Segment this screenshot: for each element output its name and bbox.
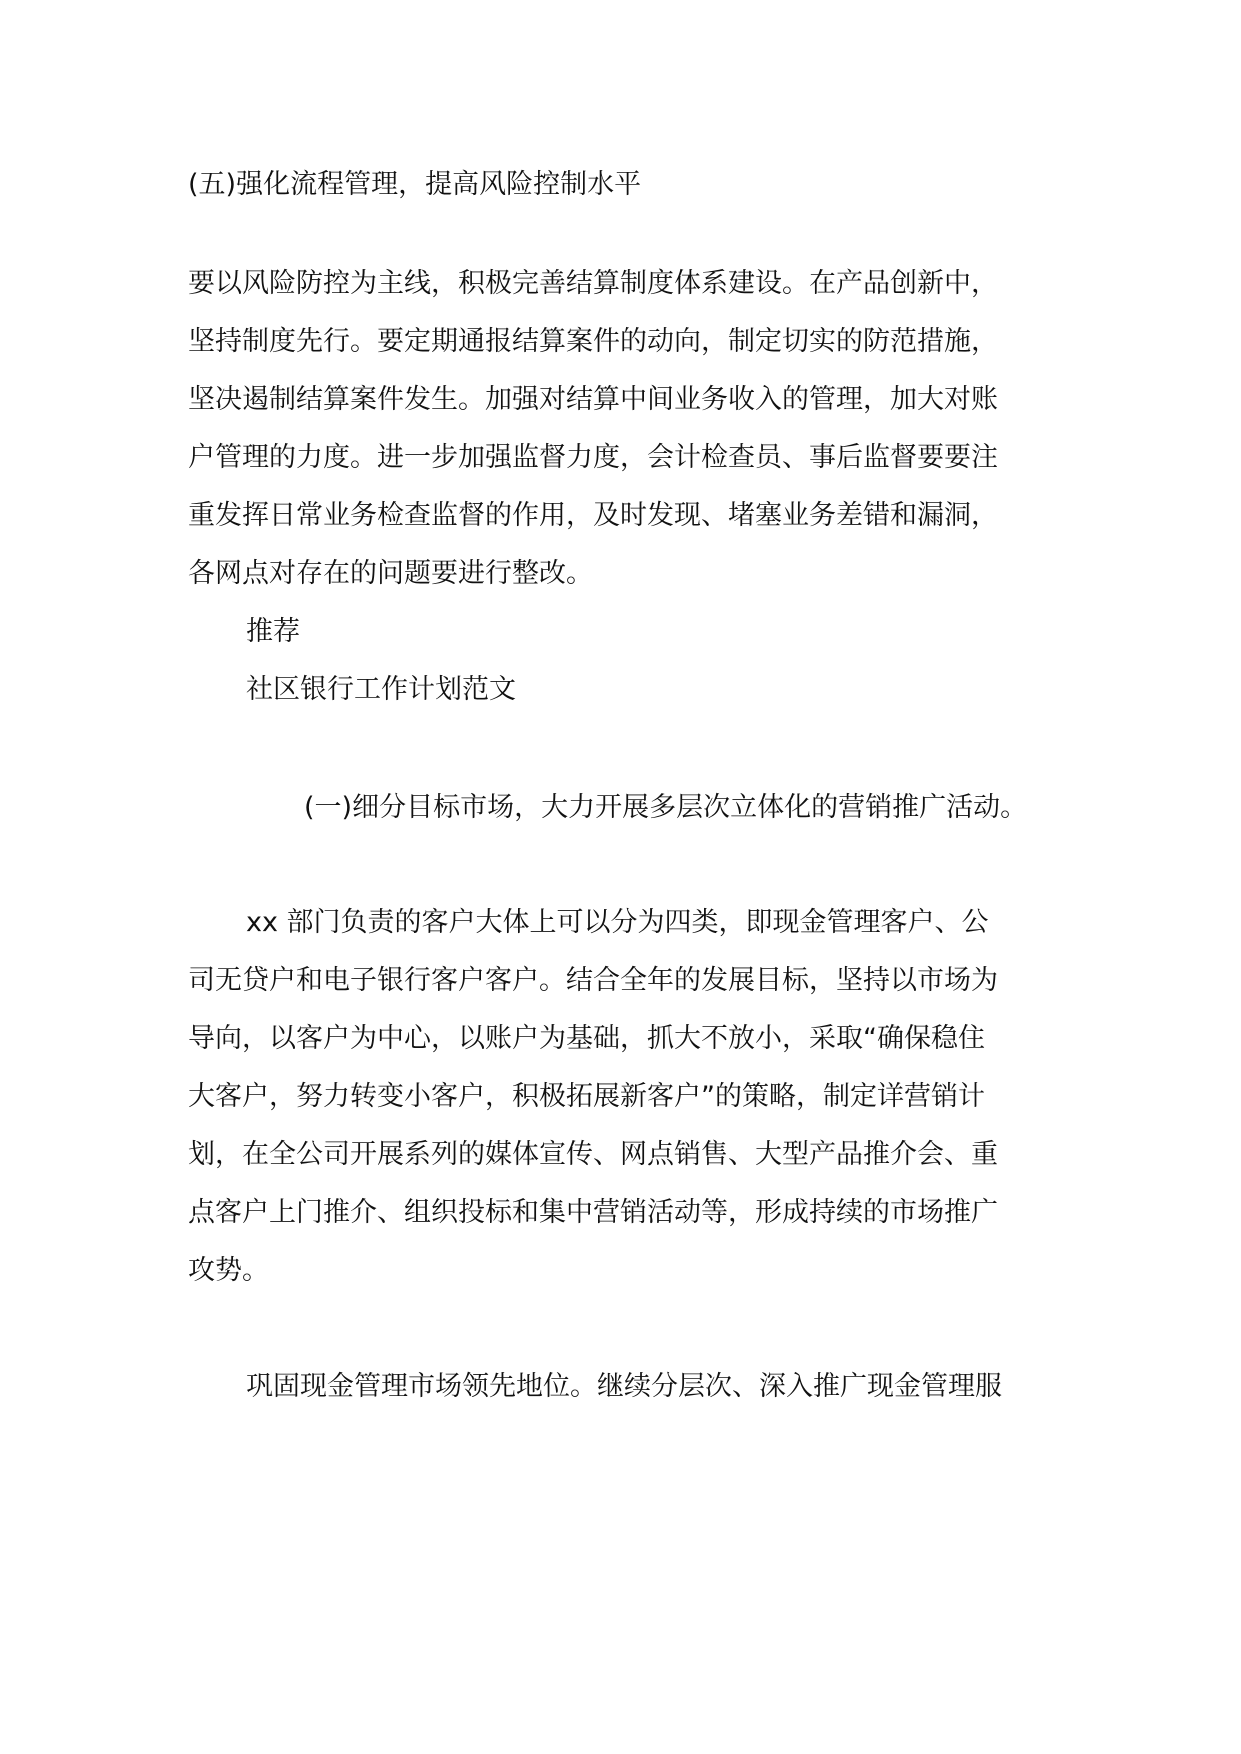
section-heading-5: (五)强化流程管理，提高风险控制水平 xyxy=(188,169,642,200)
paragraph-line: xx 部门负责的客户大体上可以分为四类，即现金管理客户、公 xyxy=(246,907,989,938)
section-heading-1: (一)细分目标市场，大力开展多层次立体化的营销推广活动。 xyxy=(304,792,1028,823)
paragraph-line: 导向，以客户为中心，以账户为基础，抓大不放小，采取“确保稳住 xyxy=(188,1023,985,1054)
paragraph-line: 要以风险防控为主线，积极完善结算制度体系建设。在产品创新中， xyxy=(188,268,998,299)
paragraph-line: 各网点对存在的问题要进行整改。 xyxy=(188,558,593,589)
paragraph-line: 重发挥日常业务检查监督的作用，及时发现、堵塞业务差错和漏洞， xyxy=(188,500,998,531)
paragraph-line: 坚持制度先行。要定期通报结算案件的动向，制定切实的防范措施， xyxy=(188,326,998,357)
paragraph-line: 点客户上门推介、组织投标和集中营销活动等，形成持续的市场推广 xyxy=(188,1197,998,1228)
paragraph-line: 坚决遏制结算案件发生。加强对结算中间业务收入的管理，加大对账 xyxy=(188,384,998,415)
paragraph-line: 巩固现金管理市场领先地位。继续分层次、深入推广现金管理服 xyxy=(246,1371,1002,1402)
paragraph-line: 户管理的力度。进一步加强监督力度，会计检查员、事后监督要要注 xyxy=(188,442,998,473)
recommend-label: 推荐 xyxy=(246,616,300,647)
paragraph-line: 划，在全公司开展系列的媒体宣传、网点销售、大型产品推介会、重 xyxy=(188,1139,998,1170)
paragraph-line: 大客户，努力转变小客户，积极拓展新客户”的策略，制定详营销计 xyxy=(188,1081,985,1112)
recommend-title: 社区银行工作计划范文 xyxy=(246,674,516,705)
paragraph-line: 攻势。 xyxy=(188,1255,269,1286)
paragraph-line: 司无贷户和电子银行客户客户。结合全年的发展目标，坚持以市场为 xyxy=(188,965,998,996)
